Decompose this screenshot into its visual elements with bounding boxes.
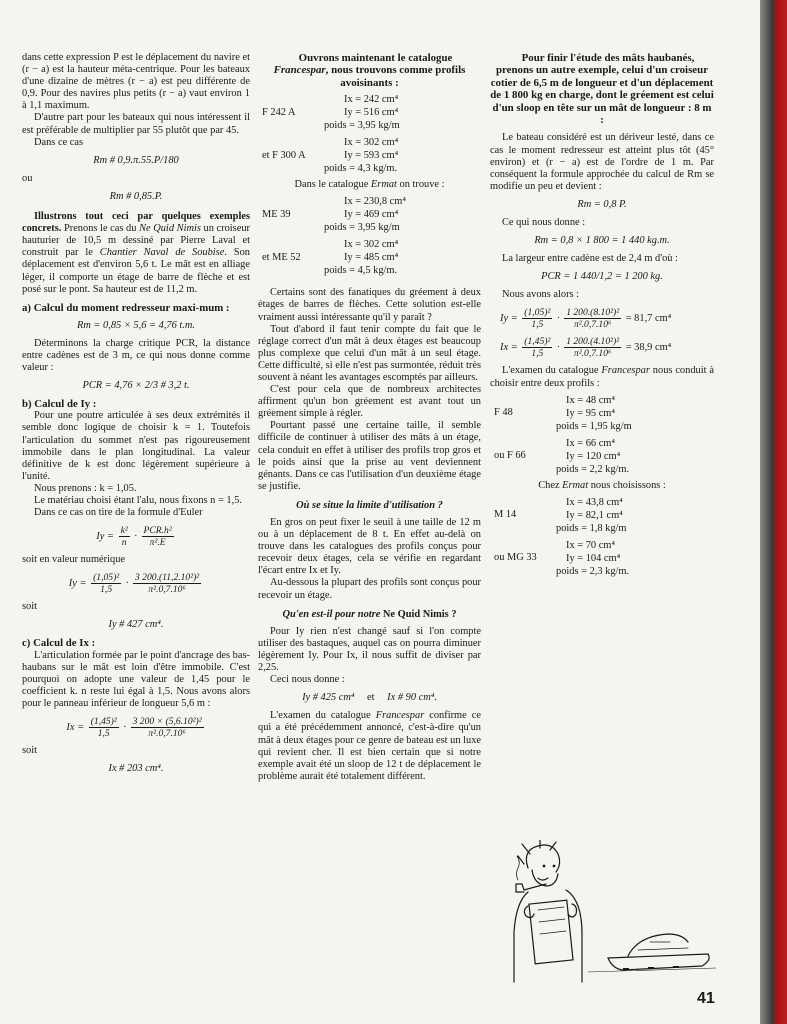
equation: Ix # 203 cm⁴. <box>108 763 164 775</box>
equation: Iy # 427 cm⁴. <box>108 619 164 631</box>
boat-name: Ne Quid Nimis <box>139 223 201 235</box>
profile-spec: ME 39 Ix = 230,8 cm⁴ Iy = 469 cm⁴ poids = 3,95 kg/m <box>262 196 407 234</box>
equation: Rm = 0,8 P. <box>577 198 627 210</box>
paragraph: soit <box>22 601 38 613</box>
paragraph: Dans ce cas <box>34 136 84 148</box>
paragraph: Pourtant passé une certaine taille, il semble difficile de continuer à utiliser des mâts à un étage, cela conduit en effet à utiliser des profils trop gros et le poids ainsi que la prise au vent deviennent génants. Dans ce cas l'utilisation d'un deuxième étage se justifie. <box>258 420 481 492</box>
paragraph: soit en valeur numérique <box>22 554 126 566</box>
profile-spec: ou F 66 Ix = 66 cm⁴ Iy = 120 cm⁴ poids = 2,2 kg/m. <box>494 437 630 475</box>
paragraph: L'examen du catalogue Francespar nous conduit à choisir entre deux profils : <box>490 365 714 389</box>
paragraph: Le matériau choisi étant l'alu, nous fixons n = 1,5. <box>34 495 242 506</box>
lead-paragraph: Ouvrons maintenant le catalogue Francespar, nous trouvons comme profils avoisinants : <box>273 52 466 89</box>
binding-edge <box>760 0 787 1024</box>
page-number: 41 <box>697 990 715 1007</box>
paragraph: En gros on peut fixer le seuil à une taille de 12 m ou à un déplacement de 8 t. En effet au-delà on trouve dans les catalogues des profils conçus pour recevoir deux étages, cela se vérifie en regardant l'écart entre Ix et Iy. <box>258 517 481 577</box>
paragraph: Certains sont des fanatiques du gréement à deux étages de barres de flèches. Cette solution est-elle vraiment aussi intéressante qu'il y paraît ? <box>258 287 481 323</box>
paragraph: Au-dessous la plupart des profils sont conçus pour recevoir un étage. <box>258 577 481 601</box>
profile-spec: et F 300 A Ix = 302 cm⁴ Iy = 593 cm⁴ poids = 4,3 kg/m. <box>262 137 399 175</box>
column-1 <box>22 52 250 781</box>
equation: Ix = $\frac{\text{(1,45)²}}{1,5}$ · $\frac{\text{1 200.(4.10²)²}}{\text{π².0,7.10⁶}}$ = 38,9 cm⁴ <box>500 336 672 360</box>
section-heading: b) Calcul de Iy : <box>22 398 97 411</box>
profile-spec: F 242 A Ix = 242 cm⁴ Iy = 516 cm⁴ poids = 3,95 kg/m <box>262 94 400 132</box>
lead-paragraph: Pour finir l'étude des mâts haubanés, prenons un autre exemple, celui d'un croiseur cotier de 6,5 m de longueur et d'un déplacement de 1 800 kg en charge, dont le gréement est celui d'un sloop en tête sur un mât de longueur : 8 m : <box>490 52 714 127</box>
paragraph: Déterminons la charge critique PCR, la distance entre cadènes est de 3 m, ce qui nous donne comme valeur : <box>22 337 250 374</box>
subheading: Qu'en est-il pour notre Ne Quid Nimis ? <box>282 608 457 620</box>
profile-spec: ou MG 33 Ix = 70 cm⁴ Iy = 104 cm⁴ poids = 2,3 kg/m. <box>494 539 630 577</box>
paragraph: Nous prenons : k = 1,05. <box>34 482 137 494</box>
profile-spec: M 14 Ix = 43,8 cm⁴ Iy = 82,1 cm⁴ poids = 1,8 kg/m <box>494 496 627 534</box>
subheading: Où se situe la limite d'utilisation ? <box>296 499 443 511</box>
equation: Ix = $\frac{\text{(1,45)²}}{1,5}$ · $\frac{\text{3 200 × (5,6.10²)²}}{\text{π².0,7.10⁶}}$ <box>66 716 202 740</box>
paragraph: La largeur entre cadène est de 2,4 m d'où : <box>502 253 678 265</box>
paragraph: Illustrons tout ceci par quelques exemples concrets. Prenons le cas du Ne Quid Nimis un croiseur hauturier de 10,5 m dessiné par Pierre Laval et construit par le Chantier Naval de Soubise. Son déplacement est d'environ 5,6 t. Le mât est en alliage léger, il comporte un étage de barre de flèche et est posé sur le pont. Sa hauteur est de 11,2 m. <box>22 211 250 295</box>
equation: PCR = 1 440/1,2 = 1 200 kg. <box>541 271 663 283</box>
equation: Iy # 425 cm⁴ et Ix # 90 cm⁴. <box>302 692 437 704</box>
shipyard-name: Chantier Naval de Soubise <box>99 247 225 259</box>
profile-spec: et ME 52 Ix = 302 cm⁴ Iy = 485 cm⁴ poids = 4,5 kg/m. <box>262 239 399 277</box>
paragraph: Tout d'abord il faut tenir compte du fait que le réglage correct d'un mât à deux étages est beaucoup plus complexe que celui d'un mât à un seul étage. Cette difficulté, si elle n'est pas surmontée, réduit très souvent à néant les avantages escomptés par ailleurs. <box>258 323 481 383</box>
paragraph: L'articulation formée par le point d'ancrage des bas-haubans sur le mât est loin d'être immobile. C'est pourquoi on adopte une valeur de 1,45 pour le coefficient k. n reste lui égal à 1,5. Nous avons alors pour le panneau inférieur de longueur 5,6 m : <box>22 649 250 709</box>
equation: Rm # 0,9.π.55.P/180 <box>93 154 179 166</box>
equation: Iy = $\frac{\text{(1,05)²}}{1,5}$ · $\frac{\text{1 200.(8.10²)²}}{\text{π².0,7.10⁶}}$ = 81,7 cm⁴ <box>500 307 672 331</box>
equation: Rm = 0,85 × 5,6 = 4,76 t.m. <box>76 319 195 331</box>
paragraph: C'est pour cela que de nombreux architectes affirment qu'un bon gréement est avant tout un gréement simple à régler. <box>258 384 481 420</box>
paragraph: D'autre part pour les bateaux qui nous intéressent il est préférable de multiplier par 55 plutôt que par 45. <box>22 112 250 136</box>
paragraph: Le bateau considéré est un dériveur lesté, dans ce cas le moment redresseur est atteint plus tôt (45° environ) et (r − a) est de l'ordre de 1 m. Par conséquent la formule approchée du calcul de Rm se modifie un peu et devient : <box>490 132 714 192</box>
paragraph: Pour une poutre articulée à ses deux extrémités il semble donc logique de choisir k = 1. Toutefois l'articulation du sommet n'est pas rigoureusement immobile dans le plan longitudinal. La valeur définitive de k est donc légèrement supérieure à l'unité. <box>22 410 250 482</box>
equation: Rm # 0,85.P. <box>109 190 163 202</box>
euler-formula: Iy = $\frac{\text{k²}}{n}$ · $\frac{\text{PCR.h²}}{\text{π².E}}$ <box>96 525 172 549</box>
paragraph: Pour Iy rien n'est changé sauf si l'on compte utiliser des bastaques, auquel cas on pourra diminuer légèrement Iy. Pour Ix, il nous suffit de diviser par 2,25. <box>258 625 481 674</box>
cartoon-illustration <box>488 840 716 988</box>
paragraph: soit <box>22 745 38 757</box>
paragraph: Ce qui nous donne : <box>502 217 586 228</box>
profile-spec: F 48 Ix = 48 cm⁴ Iy = 95 cm⁴ poids = 1,95 kg/m <box>494 394 632 432</box>
equation: Iy = $\frac{\text{(1,05)²}}{1,5}$ · $\frac{\text{3 200.(11,2.10²)²}}{\text{π².0,7.10⁶}}$ <box>68 572 200 596</box>
column-3 <box>490 52 714 582</box>
paragraph: Nous avons alors : <box>502 289 580 301</box>
paragraph: dans cette expression P est le déplacement du navire et (r − a) est la hauteur méta-centrique. Pour les bateaux d'une dizaine de mètres (r − a) est peu différente de 0,9. Pour des navires plus petits (r − a) vaut environ 1 à 1,1 maximum. <box>22 52 250 112</box>
paragraph: L'examen du catalogue Francespar confirme ce qui a été précédemment annoncé, c'est-à-dire qu'un mât à deux étages pour ce genre de bateau est un luxe qui revient cher. Il est bien certain que si notre exemple avait été un sloop de 12 t de déplacement le problème aurait été totalement différent. <box>258 710 482 782</box>
equation: PCR = 4,76 × 2/3 # 3,2 t. <box>82 380 190 392</box>
paragraph: Chez Ermat nous choisissons : <box>538 479 666 491</box>
paragraph: Dans le catalogue Ermat on trouve : <box>294 179 445 191</box>
paragraph: Ceci nous donne : <box>270 674 345 686</box>
column-2 <box>258 52 481 783</box>
section-heading: a) Calcul du moment redresseur maxi-mum : <box>22 301 230 314</box>
lead-in: Illustrons tout ceci par quelques exemples concrets. <box>22 211 250 235</box>
section-heading: c) Calcul de Ix : <box>22 637 96 650</box>
paragraph: ou <box>22 172 33 184</box>
equation: Rm = 0,8 × 1 800 = 1 440 kg.m. <box>534 235 670 247</box>
paragraph: Dans ce cas on tire de la formule d'Euler <box>34 507 203 519</box>
